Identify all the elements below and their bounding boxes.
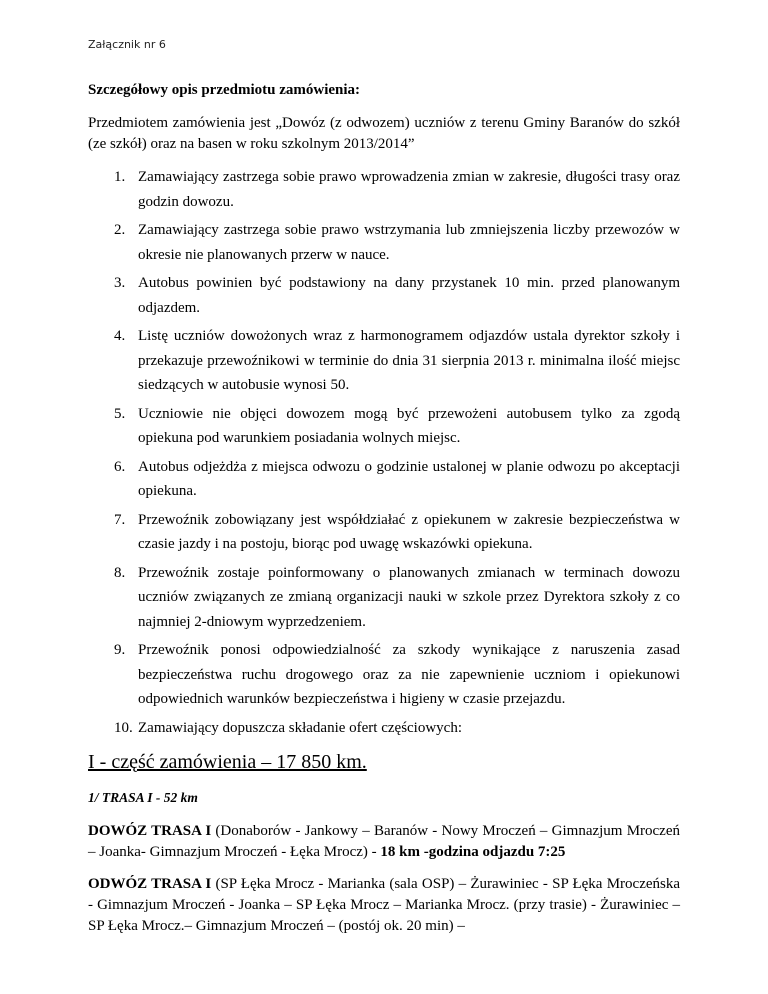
document-body <box>88 80 680 948</box>
list-item <box>114 402 680 451</box>
list-item <box>114 324 680 398</box>
list-item-text: Uczniowie nie objęci dowozem mogą być przewożeni autobusem tylko za zgodą opiekuna pod warunkiem posiadania wolnych miejsc. <box>138 405 680 446</box>
route-title: 1/ TRASA I - 52 km <box>88 790 198 805</box>
document-heading: Szczegółowy opis przedmiotu zamówienia: <box>88 82 361 98</box>
section-title: I - część zamówienia – 17 850 km. <box>88 751 367 773</box>
list-item-number: 10. <box>114 719 133 736</box>
list-item-text: Zamawiający zastrzega sobie prawo wprowadzenia zmian w zakresie, długości trasy oraz godzin dowozu. <box>138 169 680 210</box>
list-item-text: Autobus powinien być podstawiony na dany przystanek 10 min. przed planowanym odjazdem. <box>138 275 680 316</box>
list-item-number: 4. <box>114 328 126 344</box>
attachment-note: Załącznik nr 6 <box>88 38 166 51</box>
list-item-text: Przewoźnik zostaje poinformowany o planowanych zmianach w terminach dowozu uczniów związanych ze zmianą organizacji nauki w szkole przez Dyrektora szkoły z co najmniej 2-dniowym wyprzedzeniem. <box>138 564 680 630</box>
list-item-text: Przewoźnik ponosi odpowiedzialność za szkody wynikające z naruszenia zasad bezpieczeństwa ruchu drogowego oraz za nie zapewnienie uczniom i opiekunowi odpowiednich warunków bezpieczeństwa i higieny w czasie przejazdu. <box>138 642 680 707</box>
list-item-number: 2. <box>114 222 126 238</box>
dowoz-label: DOWÓZ TRASA I <box>88 823 212 839</box>
list-item-number: 6. <box>114 458 126 475</box>
list-item <box>114 165 680 214</box>
list-item-text: Autobus odjeżdża z miejsca odwozu o godzinie ustalonej w planie odwozu po akceptacji opiekuna. <box>138 458 680 499</box>
odwoz-label: ODWÓZ TRASA I <box>88 876 212 892</box>
list-item-number: 9. <box>114 642 126 658</box>
list-item <box>114 271 680 320</box>
list-item <box>114 716 680 741</box>
list-item <box>114 218 680 267</box>
conditions-list <box>88 165 680 740</box>
list-item-number: 3. <box>114 275 126 291</box>
odwoz-paragraph <box>88 874 680 937</box>
list-item-number: 8. <box>114 564 126 581</box>
list-item <box>114 455 680 504</box>
dowoz-route-text: (Donaborów - Jankowy – Baranów - Nowy Mroczeń – Gimnazjum Mroczeń – Joanka- Gimnazjum Mroczeń - Łęka Mrocz) - <box>88 823 680 860</box>
list-item <box>114 638 680 712</box>
list-item <box>114 508 680 557</box>
list-item-number: 1. <box>114 169 126 185</box>
dowoz-paragraph <box>88 821 680 863</box>
list-item-text: Zamawiający dopuszcza składanie ofert częściowych: <box>138 719 463 736</box>
dowoz-time: 18 km -godzina odjazdu 7:25 <box>380 844 566 860</box>
list-item <box>114 561 680 635</box>
list-item-text: Zamawiający zastrzega sobie prawo wstrzymania lub zmniejszenia liczby przewozów w okresie nie planowanych przerw w nauce. <box>138 222 680 263</box>
list-item-text: Listę uczniów dowożonych wraz z harmonogramem odjazdów ustala dyrektor szkoły i przekazuje przewoźnikowi w terminie do dnia 31 sierpnia 2013 r. minimalna ilość miejsc siedzących w autobusie wynosi 50. <box>138 328 680 393</box>
odwoz-route-text: (SP Łęka Mrocz - Marianka (sala OSP) – Żurawiniec - SP Łęka Mroczeńska - Gimnazjum Mroczeń - Joanka – SP Łęka Mrocz – Marianka Mrocz. (przy trasie) - Żurawiniec – SP Łęka Mrocz.– Gimnazjum Mroczeń – (postój ok. 20 min) – <box>88 876 680 934</box>
intro-paragraph: Przedmiotem zamówienia jest „Dowóz (z odwozem) uczniów z terenu Gminy Baranów do szkół (ze szkół) oraz na basen w roku szkolnym 2013/2014” <box>88 115 680 152</box>
list-item-text: Przewoźnik zobowiązany jest współdziałać z opiekunem w zakresie bezpieczeństwa w czasie jazdy i na postoju, biorąc pod uwagę wskazówki opiekuna. <box>138 511 680 552</box>
list-item-number: 5. <box>114 405 126 422</box>
list-item-number: 7. <box>114 511 126 528</box>
